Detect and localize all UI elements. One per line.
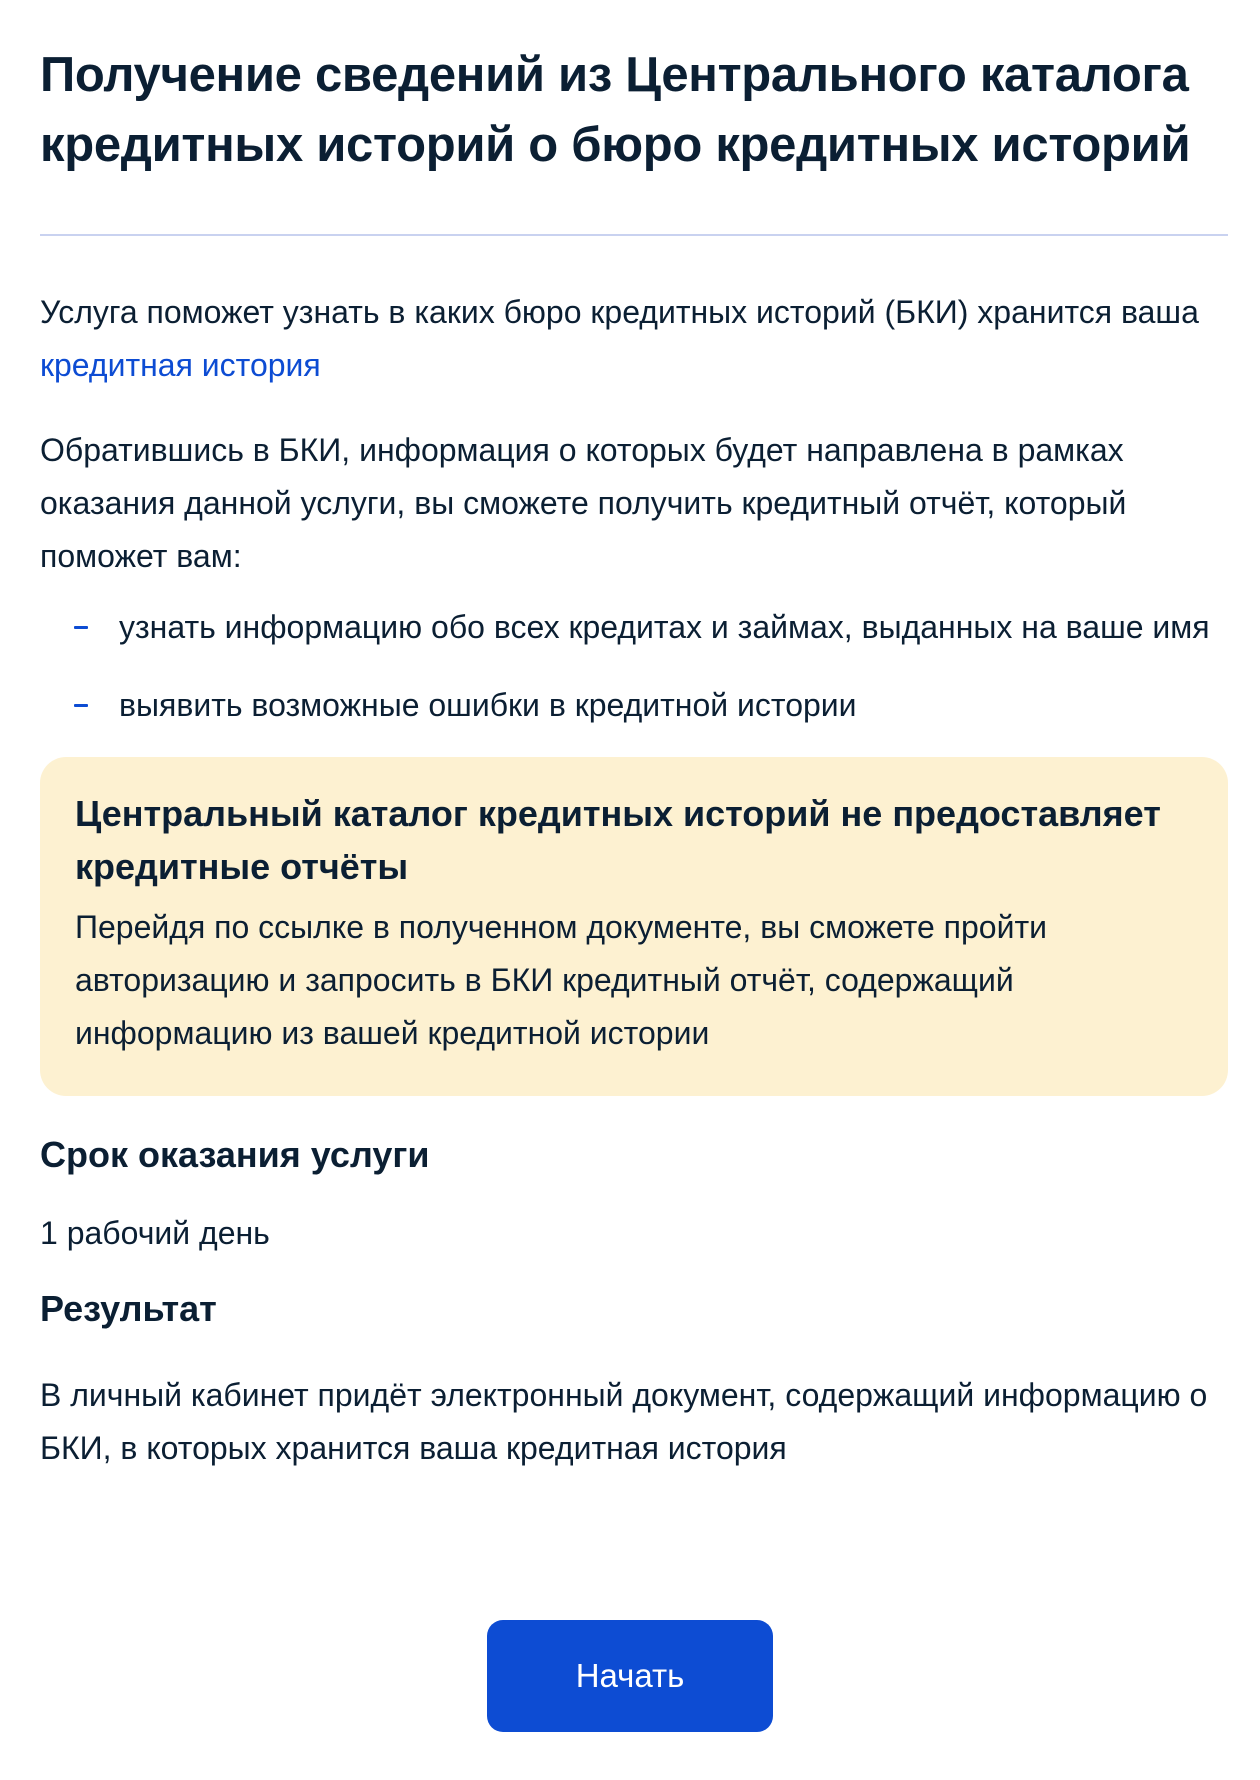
result-text: В личный кабинет придёт электронный документ, содержащий информацию о БКИ, в которых хранится ваша кредитная история — [40, 1377, 1208, 1466]
notice-callout — [40, 757, 1228, 1096]
benefits-list — [40, 601, 1220, 732]
credit-history-link[interactable]: кредитная история — [40, 347, 321, 383]
intro-paragraph — [40, 286, 1240, 392]
term-heading: Срок оказания услуги — [40, 1134, 430, 1175]
notice-text: Перейдя по ссылке в полученном документе, вы сможете пройти авторизацию и запросить в БКИ кредитный отчёт, содержащий информацию из вашей кредитной истории — [75, 909, 1047, 1051]
title-divider — [40, 234, 1228, 236]
page-title: Получение сведений из Центрального каталога кредитных историй о бюро кредитных историй — [40, 48, 1191, 172]
start-button[interactable]: Начать — [487, 1620, 773, 1732]
list-item — [40, 601, 1229, 654]
list-item-text: узнать информацию обо всех кредитах и займах, выданных на ваше имя — [119, 609, 1210, 645]
list-item-text: выявить возможные ошибки в кредитной истории — [119, 687, 857, 723]
actions-bar — [0, 1620, 1260, 1732]
details-paragraph: Обратившись в БКИ, информация о которых будет направлена в рамках оказания данной услуги, вы сможете получить кредитный отчёт, который поможет вам: — [40, 432, 1127, 574]
term-value: 1 рабочий день — [40, 1215, 270, 1251]
notice-title: Центральный каталог кредитных историй не предоставляет кредитные отчёты — [75, 793, 1161, 887]
dash-bullet-icon — [74, 626, 88, 629]
intro-text: Услуга поможет узнать в каких бюро кредитных историй (БКИ) хранится ваша — [40, 294, 1199, 330]
result-heading: Результат — [40, 1288, 217, 1329]
list-item — [40, 679, 1229, 732]
dash-bullet-icon — [74, 704, 88, 707]
